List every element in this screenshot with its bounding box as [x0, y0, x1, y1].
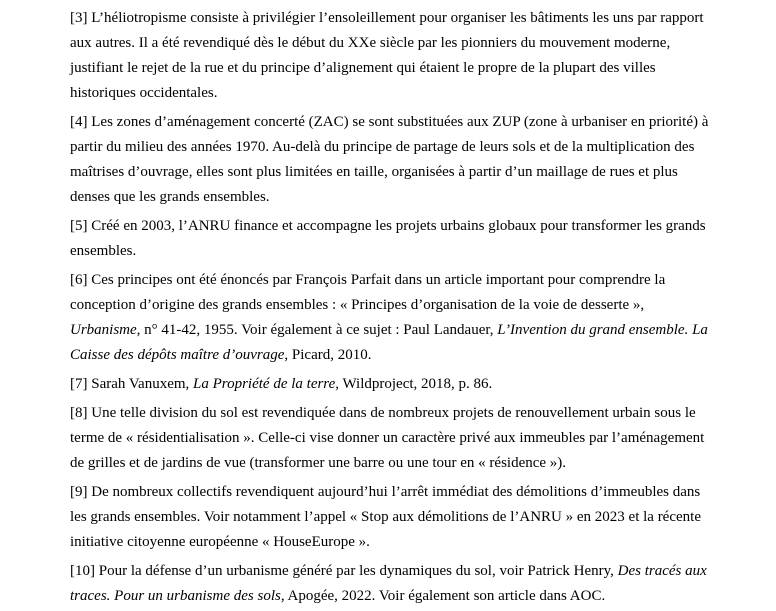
footnote-text: Créé en 2003, l’ANRU finance et accompagne les projets urbains globaux pour transformer les grands ensembles. — [70, 218, 706, 259]
footnote-6 — [70, 268, 712, 368]
footnote-text-italic: La Propriété de la terre — [193, 376, 336, 392]
footnote-4 — [70, 110, 712, 210]
footnote-marker: [10] — [70, 563, 99, 579]
footnote-marker: [7] — [70, 376, 92, 392]
footnote-text: , Wildproject, 2018, p. 86. — [335, 376, 493, 392]
footnote-5 — [70, 214, 712, 264]
footnote-marker: [8] — [70, 405, 92, 421]
footnote-9 — [70, 480, 712, 555]
footnote-text: , Apogée, 2022. Voir également son article dans AOC. — [280, 588, 606, 604]
footnote-text-italic: Des tracés aux traces. Pour un urbanisme des sols — [70, 563, 707, 604]
footnote-text-italic: Urbanisme — [70, 322, 137, 338]
footnote-marker: [9] — [70, 484, 92, 500]
footnote-text: L’héliotropisme consiste à privilégier l’ensoleillement pour organiser les bâtiments les uns par rapport aux autres. Il a été revendiqué dès le début du XXe siècle par les pionniers du mouvement moderne, justifiant le rejet de la rue et du principe d’alignement qui étaient le propre de la plupart des villes historiques occidentales. — [70, 10, 704, 101]
footnote-text: De nombreux collectifs revendiquent aujourd’hui l’arrêt immédiat des démolitions d’immeubles dans les grands ensembles. Voir notamment l’appel « Stop aux démolitions de l’ANRU » en 2023 et la récente initiative citoyenne européenne « HouseEurope ». — [70, 484, 701, 550]
footnote-text: Sarah Vanuxem, — [91, 376, 194, 392]
footnote-text: Une telle division du sol est revendiquée dans de nombreux projets de renouvellement urbain sous le terme de « résidentialisation ». Celle-ci vise donner un caractère privé aux immeubles par l’aménagement de grilles et de jardins de vue (transformer une barre ou une tour en « résidence »). — [70, 405, 705, 471]
footnote-text: Pour la défense d’un urbanisme généré par les dynamiques du sol, voir Patrick Henry, — [98, 563, 618, 579]
footnote-3 — [70, 6, 712, 106]
footnote-text: Les zones d’aménagement concerté (ZAC) se sont substituées aux ZUP (zone à urbaniser en priorité) à partir du milieu des années 1970. Au-delà du principe de partage de leurs sols et de la multiplication des maîtrises d’ouvrage, elles sont plus limitées en taille, organisées à partir d’un maillage de rues et plus denses que les grands ensembles. — [70, 114, 709, 205]
footnote-8 — [70, 401, 712, 476]
footnote-7 — [70, 372, 712, 397]
footnote-text: Ces principes ont été énoncés par François Parfait dans un article important pour comprendre la conception d’origine des grands ensembles : « Principes d’organisation de la voie de desserte », — [70, 272, 666, 313]
footnote-text-italic: L’Invention du grand ensemble. La Caisse des dépôts maître d’ouvrage — [70, 322, 708, 363]
footnote-marker: [6] — [70, 272, 92, 288]
footnote-text: , n° 41-42, 1955. Voir également à ce sujet : Paul Landauer, — [136, 322, 498, 338]
footnote-marker: [3] — [70, 10, 92, 26]
footnote-text: , Picard, 2010. — [284, 347, 372, 363]
footnote-10 — [70, 559, 712, 609]
footnote-marker: [4] — [70, 114, 92, 130]
footnote-marker: [5] — [70, 218, 92, 234]
